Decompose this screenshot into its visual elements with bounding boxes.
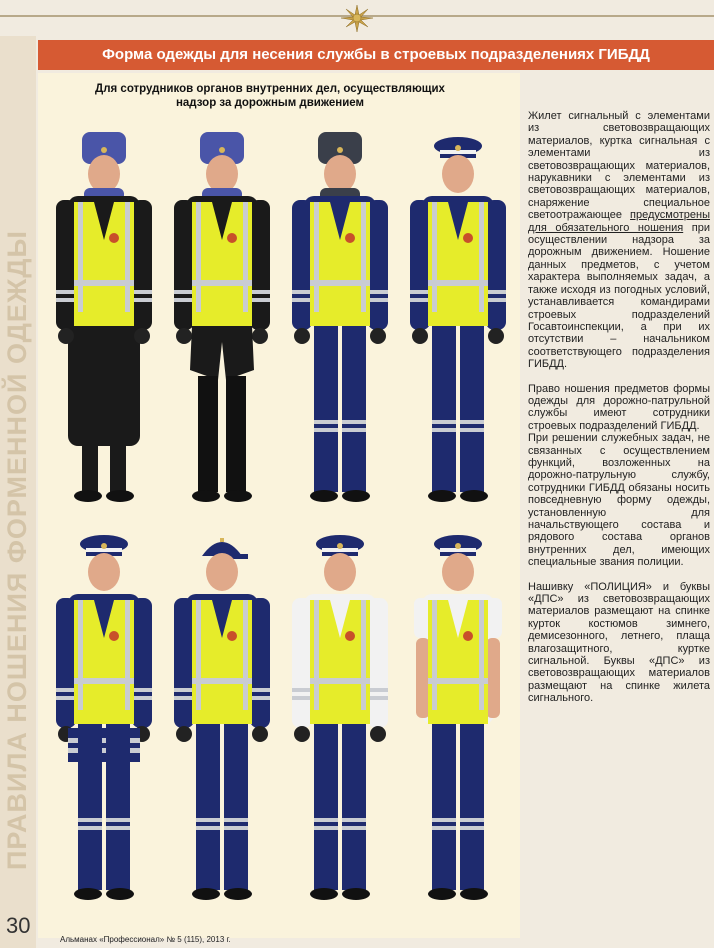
illustration-subtitle bbox=[70, 82, 470, 110]
police-emblem-icon bbox=[338, 3, 376, 33]
paragraph-2: Право ношения предметов формы одежды для дорожно-патрульной службы имеют сотрудники строевых подразделений ГИБДД. bbox=[528, 382, 710, 432]
page-number: 30 bbox=[6, 913, 31, 938]
section-label: ПРАВИЛА НОШЕНИЯ ФОРМЕННОЙ ОДЕЖДЫ bbox=[2, 230, 32, 870]
subtitle-line-2: надзор за дорожным движением bbox=[175, 97, 365, 109]
paragraph-1 bbox=[528, 110, 710, 371]
footer-citation: Альманах «Профессионал» № 5 (115), 2013 г. bbox=[60, 935, 231, 944]
uniform-figure-3 bbox=[280, 130, 400, 520]
uniform-figure-2 bbox=[162, 130, 282, 520]
top-bar bbox=[0, 0, 714, 36]
uniform-figure-4 bbox=[398, 130, 518, 520]
subtitle-line-1: Для сотрудников органов внутренних дел, осуществляющих bbox=[95, 83, 445, 95]
page-title: Форма одежды для несения службы в строевых подразделениях ГИБДД bbox=[38, 40, 714, 70]
paragraph-3: При решении служебных задач, не связанных с осуществлением функций, возложенных на дорожно-патрульную службу, сотрудники ГИБДД обязаны носить повседневную форму одежды, установленную для начальствующего состава и рядового состава органов внутренних дел, имеющих специальные звания полиции. bbox=[528, 432, 710, 569]
paragraph-4: Нашивку «ПОЛИЦИЯ» и буквы «ДПС» из световозвращающих материалов размещают на спинке курток костюмов зимнего, демисезонного, летнего, плаща влагозащитного, куртке сигнальной. Буквы «ДПС» из световозвращающих материалов размещают на спинке жилета сигнального. bbox=[528, 580, 710, 705]
paragraph-1-underline: предусмотрены для обязательного ношения bbox=[528, 209, 710, 234]
uniform-figure-1 bbox=[44, 130, 164, 520]
uniform-figure-8 bbox=[398, 528, 518, 918]
paragraph-1-a: Жилет сигнальный с элементами из световозвращающих материалов, куртка сигнальная с элементами из световозвращающих материалов, нарукавники с элементами из световозвращающих материалов, снаряжение специальное светоотражающее bbox=[528, 110, 710, 222]
uniform-figure-6 bbox=[162, 528, 282, 918]
text-column bbox=[528, 110, 710, 717]
section-sidebar bbox=[0, 36, 36, 948]
uniform-figure-5 bbox=[44, 528, 164, 918]
paragraph-1-b: при осуществлении надзора за дорожным движением. Ношение данных предметов, с учетом характера выполняемых задач, а также исходя из погодных условий, устанавливается командирами строевых подразделений Госавтоинспекции, а при их отсутствии – начальником соответствующего подразделения ГИБДД. bbox=[528, 221, 710, 371]
uniform-figure-7 bbox=[280, 528, 400, 918]
